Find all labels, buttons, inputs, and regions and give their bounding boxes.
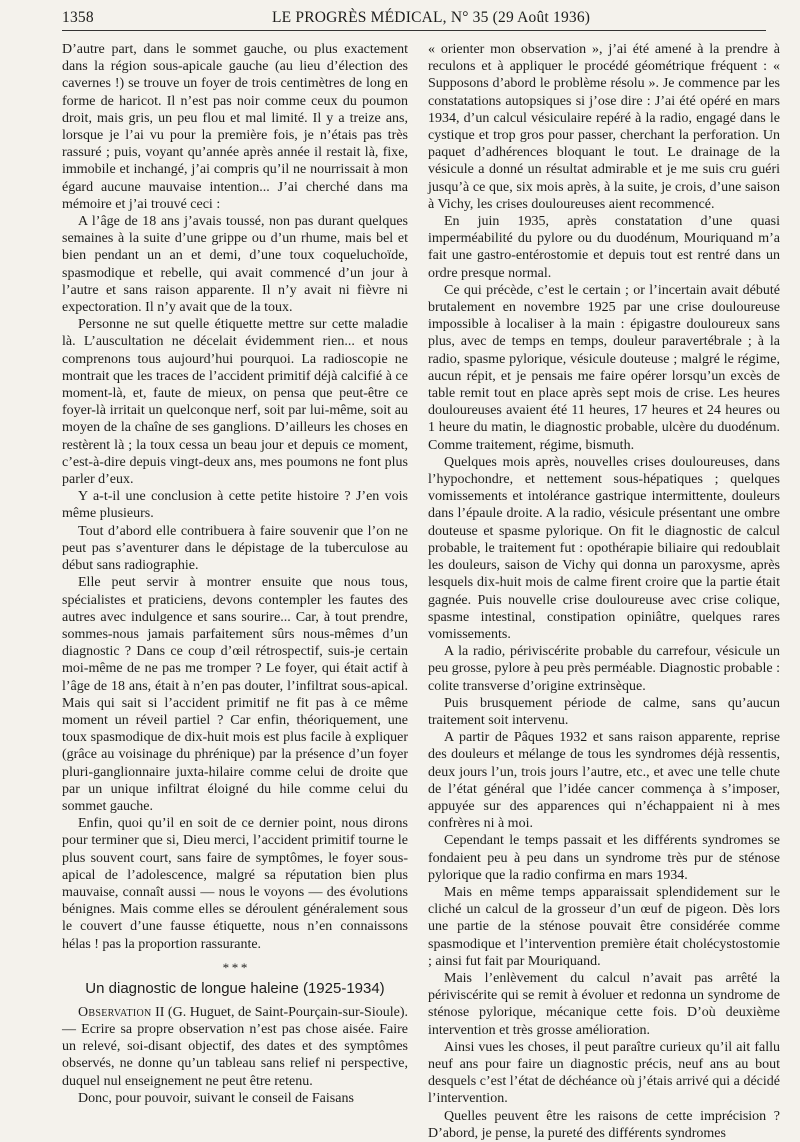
observation-text: II (G. Huguet, de Saint-Pourçain-sur-Sioule). — Ecrire sa propre observation n’est pas chose aisée. Faire un relevé, soi-disant objectif, des dates et des symptômes observés, ne donne qu’un tableau sans relief ni perspective, duquel nul enseignement ne peut être retenu. <box>62 1004 408 1089</box>
observation-label: Observation <box>78 1004 152 1020</box>
paragraph: Mais l’enlèvement du calcul n’avait pas arrêté la périviscérite qui se remit à évoluer et redonna un syndrome de sténose pylorique, mécanique cette fois. D’où deuxième intervention et très grosse amélioration. <box>428 970 780 1038</box>
left-column <box>62 41 408 1106</box>
paragraph: Quelques mois après, nouvelles crises douloureuses, dans l’hypochondre, et nettement sous-hépatiques ; quelques vomissements et intolérance gastrique intermittente, douleurs dans l’épaule droite. A la radio, vésicule présentant une ombre douteuse et spasme pylorique. On fit le diagnostic de calcul probable, le traitement fut : opothérapie biliaire qui redoublait les douleurs, saison de Vichy qui donna un paroxysme, après lesquels dix-huit mois de calme firent croire que la partie était gagnée. Puis nouvelle crise douloureuse avec crise colique, spasme intestinal, constipation opiniâtre, quelques rares vomissements. <box>428 454 780 642</box>
paragraph: A l’âge de 18 ans j’avais toussé, non pas durant quelques semaines à la suite d’une grippe ou d’un rhume, mais bel et bien pendant un an et demi, d’une toux coqueluchoïde, spasmodique et rebelle, qui avait commencé d’un jour à l’autre et sans raison apparente. Il n’y avait ni fièvre ni expectoration. Il n’y avait que de la toux. <box>62 214 408 316</box>
section-separator: * * * <box>222 959 248 975</box>
paragraph <box>62 1004 408 1090</box>
paragraph: Ainsi vues les choses, il peut paraître curieux qu’il ait fallu neuf ans pour faire un diagnostic précis, neuf ans au bout desquels c’est l’état de déchéance où j’étais arrivé qui a décidé l’intervention. <box>428 1039 780 1107</box>
journal-title: LE PROGRÈS MÉDICAL, N° 35 (29 Août 1936) <box>272 9 591 26</box>
page-number: 1358 <box>62 9 94 26</box>
paragraph: Enfin, quoi qu’il en soit de ce dernier point, nous dirons pour terminer que si, Dieu merci, l’accident primitif tourne le plus souvent court, sans faire de symptômes, le foyer sous-apical de l’adolescence, malgré sa réputation bien plus mauvaise, connaît aussi — nous le voyons — des évolutions bénignes. Mais comme elles se déroulent généralement sous le couvert d’une fausse étiquette, nous n’en connaissons hélas ! pas la proportion rassurante. <box>62 816 408 952</box>
right-column <box>428 41 780 1141</box>
paragraph: Tout d’abord elle contribuera à faire souvenir que l’on ne peut pas s’aventurer dans le dépistage de la tuberculose au début sans radiographie. <box>62 523 408 574</box>
paragraph: « orienter mon observation », j’ai été amené à la prendre à reculons et à appliquer le procédé géométrique fréquent : « Supposons d’abord le problème résolu ». Je commence par les constatations autopsiques si j’ose dire : J’ai été opéré en mars 1934, d’un calcul vésiculaire repéré à la radio, engagé dans le cystique et trop gros pour passer, cherchant la perforation. Un paquet d’adhérences bloquant le tout. Le drainage de la vésicule a donné un résultat admirable et je me suis cru guéri jusqu’à ce que, six mois après, à la suite, je crois, d’une saison à Vichy, les crises douloureuses aient recommencé. <box>428 42 780 212</box>
paragraph: Y a-t-il une conclusion à cette petite histoire ? J’en vois même plusieurs. <box>62 489 408 522</box>
paragraph: D’autre part, dans le sommet gauche, ou plus exactement dans la région sous-apicale gauche (au lieu d’élection des cavernes !) se trouve un foyer de trois centimètres de long en forme de haricot. Il n’est pas noir comme ceux du poumon droit, mais gris, un peu flou et mal limité. Il y a treize ans, lorsque je l’ai vu pour la première fois, je n’étais pas très rassuré ; puis, voyant qu’année après année il restait là, fixe, immobile et inchangé, j’ai compris qu’il ne nourrissait à mon égard aucune mauvaise intention... J’ai cherché dans ma mémoire et j’ai trouvé ceci : <box>62 42 408 212</box>
paragraph: Donc, pour pouvoir, suivant le conseil de Faisans <box>78 1090 354 1106</box>
section-title: Un diagnostic de longue haleine (1925-1934) <box>85 979 385 997</box>
paragraph: Cependant le temps passait et les différents syndromes se fondaient peu à peu dans un syndrome très pur de sténose pylorique que la radio confirma en mars 1934. <box>428 833 780 883</box>
paragraph: A la radio, périviscérite probable du carrefour, vésicule un peu grosse, pylore à peu près perméable. Diagnostic probable : colite transverse d’origine extrinsèque. <box>428 644 780 694</box>
page-header <box>62 9 766 31</box>
paragraph: Quelles peuvent être les raisons de cette imprécision ? D’abord, je pense, la pureté des différents syndromes <box>428 1108 780 1141</box>
header-rule <box>62 30 766 31</box>
paragraph: A partir de Pâques 1932 et sans raison apparente, reprise des douleurs et mélange de tous les syndromes déjà ressentis, deux jours l’un, trois jours l’autre, etc., et avec une telle chute de l’état général que l’idée cancer commença à s’imposer, appuyée sur des apparences qui n’échappaient ni à mes confrères ni à moi. <box>428 730 780 832</box>
paragraph: Ce qui précède, c’est le certain ; or l’incertain avait débuté brutalement en novembre 1925 par une crise douloureuse impossible à localiser à la main : épigastre douloureux sans plus, avec de temps en temps, douleur paravertébrale ; à la radio, spasme pylorique, vésicule douteuse ; malgré le régime, aucun répit, et je pensais me faire opérer lorsqu’un excès de table remit tout en place après sept mois de crise. Les heures douloureuses avaient été 11 heures, 17 heures et 24 heures ou 1 heure du matin, le diagnostic probable, ulcère du duodénum. Comme traitement, régime, bismuth. <box>428 282 780 453</box>
paragraph: Puis brusquement période de calme, sans qu’aucun traitement soit intervenu. <box>428 695 780 728</box>
paragraph: En juin 1935, après constatation d’une quasi imperméabilité du pylore ou du duodénum, Mouriquand m’a fait une gastro-entérostomie et depuis tout est rentré dans un ordre presque normal. <box>428 214 780 281</box>
paragraph: Personne ne sut quelle étiquette mettre sur cette maladie là. L’auscultation ne décelait évidemment rien... et nous comprenons tous aujourd’hui pourquoi. La radioscopie ne montrait que les traces de l’accident primitif déjà calcifié à ce moment-là, et, faute de mieux, on pensa que peut-être ce foyer-là irritait un quelconque nerf, soit par lui-même, soit au moyen de la chaîne de ses ganglions. D’ailleurs les choses en restèrent là ; la toux cessa un beau jour et depuis ce moment, c’est-à-dire depuis vingt-deux ans, mes poumons ne font plus parler d’eux. <box>62 317 408 488</box>
paragraph: Elle peut servir à montrer ensuite que nous tous, spécialistes et praticiens, devons contempler les fautes des autres avec indulgence et sans sourire... Car, à tout prendre, sommes-nous jamais parfaitement sûrs nous-mêmes d’un diagnostic ? Dans ce coup d’œil rétrospectif, suis-je certain moi-même de ne pas me tromper ? Le foyer, qui était actif à l’âge de 18 ans, était à n’en pas douter, l’infiltrat sous-apical. Mais qui sait si l’accident primitif ne fit pas à ce même moment un réveil partiel ? Car enfin, théoriquement, une toux spasmodique de dix-huit mois est plus facile à expliquer (grâce au voisinage du phrénique) par la présence d’un foyer pluri-ganglionnaire juxta-hilaire comme celui de droite que par un unique infiltrat éloigné du hile comme celui du sommet gauche. <box>62 575 408 814</box>
paragraph: Mais en même temps apparaissait splendidement sur le cliché un calcul de la grosseur d’un œuf de pigeon. Dès lors une partie de la sténose pouvait être considérée comme spasmodique et l’intervention première était cholécystostomie ; ainsi fut fait par Mouriquand. <box>428 884 780 969</box>
